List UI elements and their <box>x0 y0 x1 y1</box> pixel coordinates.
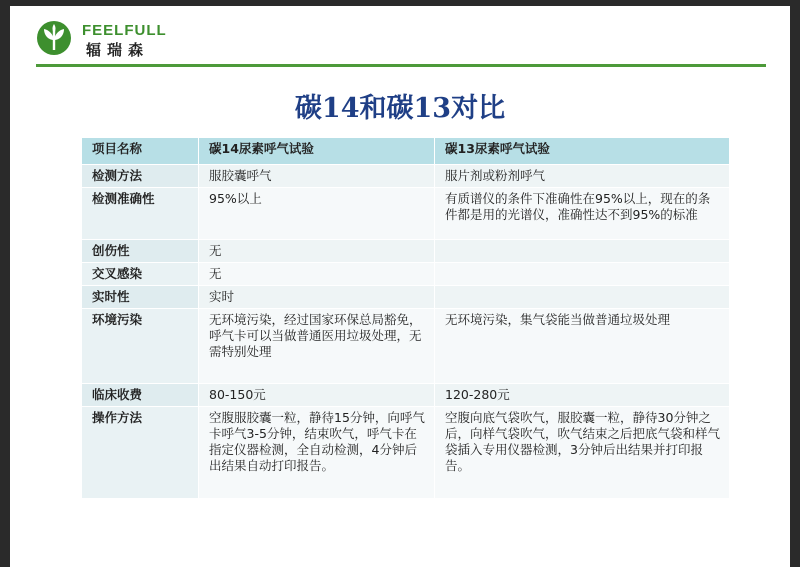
c13-cell <box>435 286 730 309</box>
brand-logo <box>36 20 196 60</box>
row-label: 创伤性 <box>82 240 199 263</box>
comparison-table <box>81 137 730 499</box>
slide <box>10 6 790 567</box>
c13-cell: 120-280元 <box>435 384 730 407</box>
table-row <box>82 240 730 263</box>
row-label: 交叉感染 <box>82 263 199 286</box>
c13-cell <box>435 240 730 263</box>
row-label: 检测方法 <box>82 165 199 188</box>
c14-cell: 服胶囊呼气 <box>199 165 435 188</box>
c14-cell: 无 <box>199 240 435 263</box>
table-row <box>82 188 730 240</box>
slide-title: 碳14和碳13对比 <box>294 93 506 124</box>
row-label: 临床收费 <box>82 384 199 407</box>
table-row <box>82 165 730 188</box>
header-c14: 碳14尿素呼气试验 <box>199 138 435 165</box>
table-row <box>82 384 730 407</box>
row-label: 环境污染 <box>82 309 199 384</box>
c14-cell: 95%以上 <box>199 188 435 240</box>
brand-name-en: FEELFULL <box>82 22 167 39</box>
table-header-row <box>82 138 730 165</box>
table-row <box>82 263 730 286</box>
row-label: 实时性 <box>82 286 199 309</box>
table-row <box>82 407 730 499</box>
header-divider <box>36 64 766 67</box>
leaf-logo-icon <box>36 20 72 56</box>
c13-cell: 有质谱仪的条件下准确性在95%以上，现在的条件都是用的光谱仪，准确性达不到95%的标准 <box>435 188 730 240</box>
row-label: 检测准确性 <box>82 188 199 240</box>
table-row <box>82 286 730 309</box>
c13-cell: 空腹向底气袋吹气，服胶囊一粒，静待30分钟之后，向样气袋吹气，吹气结束之后把底气袋和样气袋插入专用仪器检测，3分钟后出结果并打印报告。 <box>435 407 730 499</box>
c13-cell: 服片剂或粉剂呼气 <box>435 165 730 188</box>
c14-cell: 空腹服胶囊一粒，静待15分钟，向呼气卡呼气3-5分钟，结束吹气，呼气卡在指定仪器检测，全自动检测，4分钟后出结果自动打印报告。 <box>199 407 435 499</box>
header-c13: 碳13尿素呼气试验 <box>435 138 730 165</box>
header-item-name: 项目名称 <box>82 138 199 165</box>
c13-cell <box>435 263 730 286</box>
c14-cell: 80-150元 <box>199 384 435 407</box>
c14-cell: 实时 <box>199 286 435 309</box>
c14-cell: 无 <box>199 263 435 286</box>
c13-cell: 无环境污染，集气袋能当做普通垃圾处理 <box>435 309 730 384</box>
row-label: 操作方法 <box>82 407 199 499</box>
c14-cell: 无环境污染，经过国家环保总局豁免，呼气卡可以当做普通医用垃圾处理，无需特别处理 <box>199 309 435 384</box>
brand-name-cn: 辐瑞森 <box>86 41 150 59</box>
table-row <box>82 309 730 384</box>
